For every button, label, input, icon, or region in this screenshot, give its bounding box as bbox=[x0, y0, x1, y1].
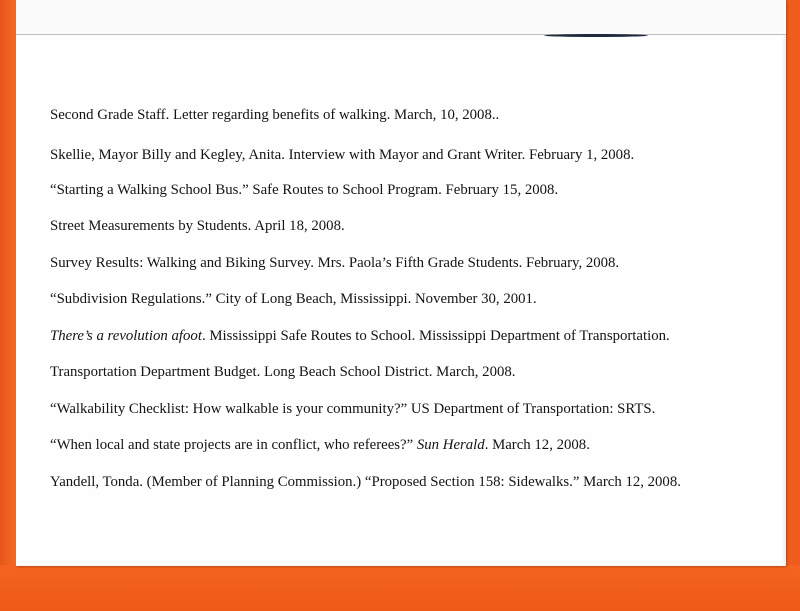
reference-text: “Subdivision Regulations.” City of Long Beach, Mississippi. November 30, 2001. bbox=[50, 291, 537, 307]
reference-text: “Walkability Checklist: How walkable is your community?” US Department of Transportation: SRTS. bbox=[50, 401, 656, 417]
reference-text: Skellie, Mayor Billy and Kegley, Anita. Interview with Mayor and Grant Writer. February 1, 2008. bbox=[50, 147, 635, 163]
reference-text: Survey Results: Walking and Biking Survey. Mrs. Paola’s Fifth Grade Students. February, 2008. bbox=[50, 255, 620, 271]
background-edge-right bbox=[786, 0, 800, 565]
reference-text: Transportation Department Budget. Long Beach School District. March, 2008. bbox=[50, 364, 516, 380]
page-top-strip bbox=[16, 0, 786, 34]
reference-text: Second Grade Staff. Letter regarding benefits of walking. March, 10, 2008.. bbox=[50, 107, 500, 123]
background-edge-left bbox=[0, 0, 16, 611]
reference-entry bbox=[50, 399, 788, 419]
reference-text: . Mississippi Safe Routes to School. Mississippi Department of Transportation. bbox=[201, 328, 670, 344]
reference-title-italic: Sun Herald bbox=[416, 437, 485, 453]
reference-entry bbox=[50, 472, 788, 492]
reference-entry bbox=[50, 362, 788, 382]
reference-entry bbox=[50, 326, 788, 346]
background-edge-bottom bbox=[0, 565, 800, 611]
reference-text: Street Measurements by Students. April 18, 2008. bbox=[50, 218, 345, 234]
reference-entry bbox=[50, 105, 788, 125]
reference-text: Yandell, Tonda. (Member of Planning Commission.) “Proposed Section 158: Sidewalks.” March 12, 2008. bbox=[50, 474, 681, 490]
reference-text-after: . March 12, 2008. bbox=[484, 437, 590, 453]
page-fold-line bbox=[16, 34, 786, 35]
page-fold-mark bbox=[544, 34, 648, 37]
reference-title-italic: There’s a revolution afoot bbox=[50, 328, 202, 344]
reference-text: “When local and state projects are in conflict, who referees?” bbox=[50, 437, 417, 453]
reference-entry bbox=[50, 435, 788, 455]
reference-entry bbox=[50, 180, 788, 200]
reference-text: “Starting a Walking School Bus.” Safe Routes to School Program. February 15, 2008. bbox=[50, 182, 559, 198]
reference-entry bbox=[50, 253, 788, 273]
reference-entry bbox=[50, 289, 788, 309]
reference-entry bbox=[50, 216, 788, 236]
reference-entry bbox=[50, 145, 788, 165]
